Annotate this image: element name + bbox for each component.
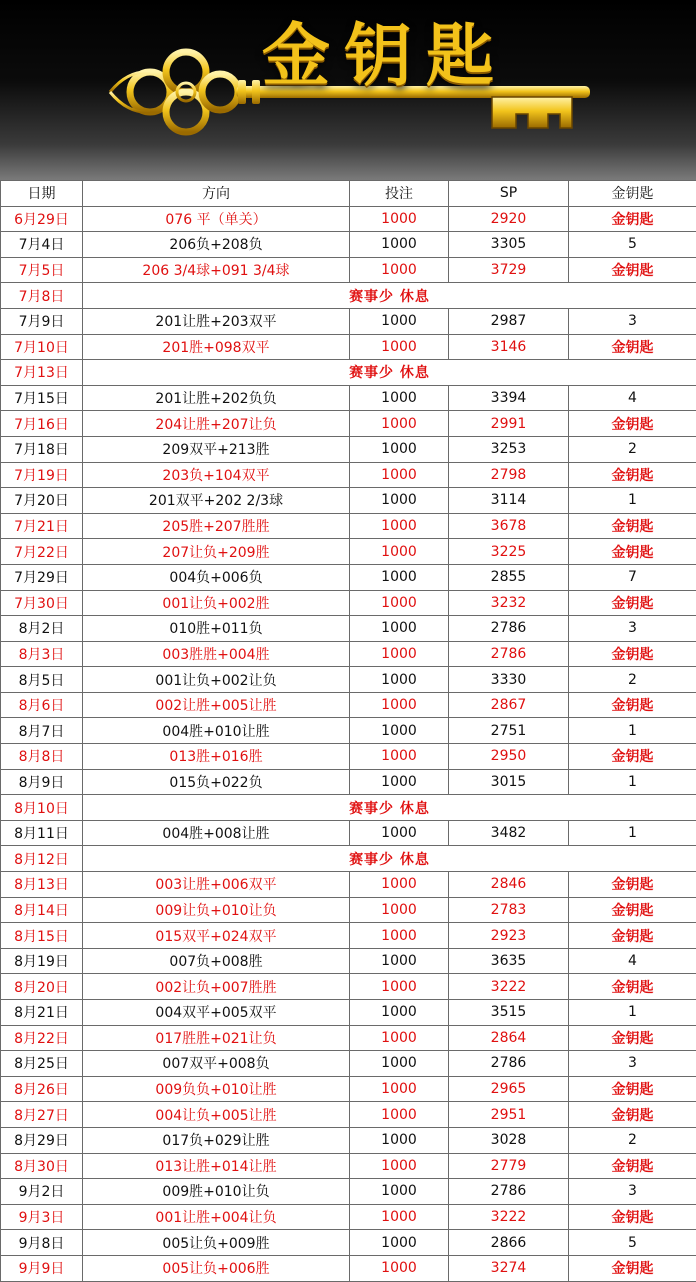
row-stake: 1000 — [350, 257, 449, 283]
row-direction: 005让负+009胜 — [83, 1230, 350, 1256]
rest-day-row — [1, 795, 696, 821]
row-result: 1 — [569, 820, 696, 846]
row-result: 金钥匙 — [569, 1102, 696, 1128]
row-date: 7月19日 — [1, 462, 83, 488]
row-date: 9月3日 — [1, 1204, 83, 1230]
row-result: 2 — [569, 436, 696, 462]
row-direction: 205胜+207胜胜 — [83, 513, 350, 539]
row-direction: 009让负+010让负 — [83, 897, 350, 923]
row-sp: 2798 — [449, 462, 569, 488]
table-row — [1, 744, 696, 770]
table-row — [1, 308, 696, 334]
row-date: 8月11日 — [1, 820, 83, 846]
table-row — [1, 1255, 696, 1281]
row-direction: 017胜胜+021让负 — [83, 1025, 350, 1051]
row-direction: 206负+208负 — [83, 232, 350, 258]
row-direction: 015双平+024双平 — [83, 923, 350, 949]
row-sp: 3222 — [449, 1204, 569, 1230]
row-stake: 1000 — [350, 872, 449, 898]
header-sp: SP — [449, 181, 569, 207]
table-row — [1, 667, 696, 693]
row-sp: 2855 — [449, 564, 569, 590]
row-date: 7月13日 — [1, 360, 83, 386]
table-row — [1, 564, 696, 590]
row-date: 6月29日 — [1, 206, 83, 232]
row-direction: 203负+104双平 — [83, 462, 350, 488]
row-result: 金钥匙 — [569, 1204, 696, 1230]
row-direction: 209双平+213胜 — [83, 436, 350, 462]
row-stake: 1000 — [350, 590, 449, 616]
row-result: 金钥匙 — [569, 206, 696, 232]
row-result: 金钥匙 — [569, 923, 696, 949]
row-stake: 1000 — [350, 1204, 449, 1230]
table-row — [1, 692, 696, 718]
table-row — [1, 769, 696, 795]
row-sp: 3394 — [449, 385, 569, 411]
row-direction: 204让胜+207让负 — [83, 411, 350, 437]
row-direction: 004负+006负 — [83, 564, 350, 590]
row-sp: 2866 — [449, 1230, 569, 1256]
row-sp: 2783 — [449, 897, 569, 923]
row-direction: 007双平+008负 — [83, 1051, 350, 1077]
banner — [0, 0, 696, 180]
row-date: 8月29日 — [1, 1127, 83, 1153]
row-stake: 1000 — [350, 616, 449, 642]
row-sp: 2920 — [449, 206, 569, 232]
table-row — [1, 539, 696, 565]
row-direction: 009胜+010让负 — [83, 1179, 350, 1205]
row-direction: 206 3/4球+091 3/4球 — [83, 257, 350, 283]
row-stake: 1000 — [350, 1230, 449, 1256]
row-result: 3 — [569, 616, 696, 642]
row-date: 8月15日 — [1, 923, 83, 949]
row-date: 8月10日 — [1, 795, 83, 821]
row-stake: 1000 — [350, 232, 449, 258]
row-direction: 002让负+007胜胜 — [83, 974, 350, 1000]
row-sp: 2867 — [449, 692, 569, 718]
table-row — [1, 974, 696, 1000]
row-stake: 1000 — [350, 1025, 449, 1051]
row-direction: 201胜+098双平 — [83, 334, 350, 360]
header-direction: 方向 — [83, 181, 350, 207]
row-sp: 3635 — [449, 948, 569, 974]
row-direction: 201双平+202 2/3球 — [83, 488, 350, 514]
row-result: 3 — [569, 1051, 696, 1077]
row-stake: 1000 — [350, 206, 449, 232]
row-date: 7月18日 — [1, 436, 83, 462]
table-row — [1, 1000, 696, 1026]
row-sp: 3305 — [449, 232, 569, 258]
table-row — [1, 232, 696, 258]
row-date: 8月9日 — [1, 769, 83, 795]
row-sp: 3146 — [449, 334, 569, 360]
row-result: 金钥匙 — [569, 1255, 696, 1281]
row-sp: 2991 — [449, 411, 569, 437]
rest-day-row — [1, 846, 696, 872]
row-sp: 2951 — [449, 1102, 569, 1128]
row-date: 8月2日 — [1, 616, 83, 642]
row-stake: 1000 — [350, 1255, 449, 1281]
row-direction: 003让胜+006双平 — [83, 872, 350, 898]
row-sp: 3253 — [449, 436, 569, 462]
row-result: 1 — [569, 1000, 696, 1026]
table-row — [1, 488, 696, 514]
row-date: 8月20日 — [1, 974, 83, 1000]
row-sp: 2786 — [449, 616, 569, 642]
table-header-row — [1, 181, 696, 207]
table-row — [1, 257, 696, 283]
table-row — [1, 462, 696, 488]
row-result: 7 — [569, 564, 696, 590]
row-date: 8月26日 — [1, 1076, 83, 1102]
row-sp: 2786 — [449, 1051, 569, 1077]
row-stake: 1000 — [350, 385, 449, 411]
row-stake: 1000 — [350, 1076, 449, 1102]
row-result: 金钥匙 — [569, 641, 696, 667]
row-stake: 1000 — [350, 1153, 449, 1179]
row-sp: 2779 — [449, 1153, 569, 1179]
row-sp: 2786 — [449, 1179, 569, 1205]
row-date: 8月21日 — [1, 1000, 83, 1026]
row-result: 3 — [569, 308, 696, 334]
row-result: 金钥匙 — [569, 334, 696, 360]
row-date: 7月22日 — [1, 539, 83, 565]
row-date: 9月2日 — [1, 1179, 83, 1205]
table-row — [1, 206, 696, 232]
rest-note: 赛事少 休息 — [83, 360, 696, 386]
row-sp: 3678 — [449, 513, 569, 539]
row-sp: 2965 — [449, 1076, 569, 1102]
row-date: 8月25日 — [1, 1051, 83, 1077]
row-result: 金钥匙 — [569, 897, 696, 923]
table-row — [1, 513, 696, 539]
row-result: 金钥匙 — [569, 411, 696, 437]
row-sp: 3729 — [449, 257, 569, 283]
row-stake: 1000 — [350, 974, 449, 1000]
row-sp: 3114 — [449, 488, 569, 514]
row-date: 8月27日 — [1, 1102, 83, 1128]
row-date: 7月30日 — [1, 590, 83, 616]
rest-note: 赛事少 休息 — [83, 846, 696, 872]
table-row — [1, 1102, 696, 1128]
row-result: 金钥匙 — [569, 692, 696, 718]
banner-title: 金钥匙 — [262, 18, 508, 94]
row-stake: 1000 — [350, 334, 449, 360]
betting-record-table — [0, 180, 696, 1282]
row-result: 2 — [569, 667, 696, 693]
row-result: 5 — [569, 232, 696, 258]
row-result: 金钥匙 — [569, 462, 696, 488]
row-stake: 1000 — [350, 1127, 449, 1153]
row-date: 8月6日 — [1, 692, 83, 718]
table-row — [1, 1179, 696, 1205]
row-stake: 1000 — [350, 744, 449, 770]
header-date: 日期 — [1, 181, 83, 207]
row-direction: 004让负+005让胜 — [83, 1102, 350, 1128]
row-direction: 004胜+010让胜 — [83, 718, 350, 744]
row-sp: 3482 — [449, 820, 569, 846]
row-stake: 1000 — [350, 667, 449, 693]
row-result: 金钥匙 — [569, 539, 696, 565]
row-direction: 201让胜+202负负 — [83, 385, 350, 411]
row-date: 7月10日 — [1, 334, 83, 360]
rest-day-row — [1, 283, 696, 309]
header-stake: 投注 — [350, 181, 449, 207]
row-date: 8月22日 — [1, 1025, 83, 1051]
row-sp: 3225 — [449, 539, 569, 565]
row-stake: 1000 — [350, 692, 449, 718]
table-row — [1, 385, 696, 411]
row-sp: 2786 — [449, 641, 569, 667]
rest-note: 赛事少 休息 — [83, 283, 696, 309]
row-result: 3 — [569, 1179, 696, 1205]
row-result: 1 — [569, 488, 696, 514]
row-direction: 013让胜+014让胜 — [83, 1153, 350, 1179]
row-date: 8月7日 — [1, 718, 83, 744]
row-stake: 1000 — [350, 539, 449, 565]
row-date: 7月4日 — [1, 232, 83, 258]
row-sp: 2864 — [449, 1025, 569, 1051]
row-date: 7月5日 — [1, 257, 83, 283]
row-result: 金钥匙 — [569, 1153, 696, 1179]
row-direction: 076 平（单关） — [83, 206, 350, 232]
row-date: 8月30日 — [1, 1153, 83, 1179]
row-stake: 1000 — [350, 923, 449, 949]
row-sp: 3222 — [449, 974, 569, 1000]
row-result: 金钥匙 — [569, 744, 696, 770]
row-date: 8月3日 — [1, 641, 83, 667]
row-date: 7月29日 — [1, 564, 83, 590]
table-row — [1, 616, 696, 642]
row-result: 5 — [569, 1230, 696, 1256]
table-row — [1, 872, 696, 898]
row-direction: 017负+029让胜 — [83, 1127, 350, 1153]
table-row — [1, 820, 696, 846]
table-row — [1, 1230, 696, 1256]
row-stake: 1000 — [350, 513, 449, 539]
table-body — [1, 206, 696, 1281]
row-date: 7月21日 — [1, 513, 83, 539]
table-row — [1, 411, 696, 437]
row-sp: 3515 — [449, 1000, 569, 1026]
table-row — [1, 1153, 696, 1179]
row-stake: 1000 — [350, 1102, 449, 1128]
row-direction: 004胜+008让胜 — [83, 820, 350, 846]
table-row — [1, 1076, 696, 1102]
row-result: 金钥匙 — [569, 513, 696, 539]
row-date: 8月14日 — [1, 897, 83, 923]
row-sp: 2987 — [449, 308, 569, 334]
row-direction: 010胜+011负 — [83, 616, 350, 642]
row-result: 2 — [569, 1127, 696, 1153]
row-sp: 3015 — [449, 769, 569, 795]
row-result: 4 — [569, 385, 696, 411]
table-row — [1, 897, 696, 923]
row-stake: 1000 — [350, 1000, 449, 1026]
row-stake: 1000 — [350, 308, 449, 334]
table-row — [1, 334, 696, 360]
table-row — [1, 718, 696, 744]
row-direction: 007负+008胜 — [83, 948, 350, 974]
row-date: 9月9日 — [1, 1255, 83, 1281]
row-stake: 1000 — [350, 488, 449, 514]
row-result: 金钥匙 — [569, 590, 696, 616]
row-direction: 001让负+002胜 — [83, 590, 350, 616]
row-stake: 1000 — [350, 718, 449, 744]
row-result: 金钥匙 — [569, 257, 696, 283]
row-date: 8月12日 — [1, 846, 83, 872]
row-date: 8月8日 — [1, 744, 83, 770]
row-direction: 015负+022负 — [83, 769, 350, 795]
row-stake: 1000 — [350, 641, 449, 667]
row-date: 7月9日 — [1, 308, 83, 334]
row-stake: 1000 — [350, 1051, 449, 1077]
row-direction: 002让胜+005让胜 — [83, 692, 350, 718]
row-sp: 3274 — [449, 1255, 569, 1281]
row-date: 8月5日 — [1, 667, 83, 693]
row-result: 金钥匙 — [569, 974, 696, 1000]
row-stake: 1000 — [350, 411, 449, 437]
row-direction: 201让胜+203双平 — [83, 308, 350, 334]
row-direction: 001让负+002让负 — [83, 667, 350, 693]
table-row — [1, 948, 696, 974]
row-result: 金钥匙 — [569, 1025, 696, 1051]
table-row — [1, 1204, 696, 1230]
row-direction: 004双平+005双平 — [83, 1000, 350, 1026]
row-date: 7月8日 — [1, 283, 83, 309]
table-row — [1, 590, 696, 616]
row-stake: 1000 — [350, 897, 449, 923]
table-row — [1, 1025, 696, 1051]
table-row — [1, 641, 696, 667]
row-sp: 3028 — [449, 1127, 569, 1153]
row-result: 金钥匙 — [569, 1076, 696, 1102]
row-stake: 1000 — [350, 948, 449, 974]
row-sp: 3232 — [449, 590, 569, 616]
row-date: 8月19日 — [1, 948, 83, 974]
table-row — [1, 1051, 696, 1077]
row-date: 7月20日 — [1, 488, 83, 514]
row-direction: 005让负+006胜 — [83, 1255, 350, 1281]
row-stake: 1000 — [350, 1179, 449, 1205]
row-stake: 1000 — [350, 436, 449, 462]
row-direction: 013胜+016胜 — [83, 744, 350, 770]
rest-note: 赛事少 休息 — [83, 795, 696, 821]
row-direction: 009负负+010让胜 — [83, 1076, 350, 1102]
row-date: 9月8日 — [1, 1230, 83, 1256]
row-stake: 1000 — [350, 462, 449, 488]
row-date: 7月16日 — [1, 411, 83, 437]
row-result: 金钥匙 — [569, 872, 696, 898]
row-sp: 2846 — [449, 872, 569, 898]
row-direction: 003胜胜+004胜 — [83, 641, 350, 667]
row-sp: 2950 — [449, 744, 569, 770]
table-row — [1, 436, 696, 462]
row-result: 4 — [569, 948, 696, 974]
row-direction: 001让胜+004让负 — [83, 1204, 350, 1230]
row-sp: 2923 — [449, 923, 569, 949]
row-date: 7月15日 — [1, 385, 83, 411]
row-sp: 2751 — [449, 718, 569, 744]
row-date: 8月13日 — [1, 872, 83, 898]
rest-day-row — [1, 360, 696, 386]
table-row — [1, 1127, 696, 1153]
row-stake: 1000 — [350, 820, 449, 846]
row-sp: 3330 — [449, 667, 569, 693]
row-direction: 207让负+209胜 — [83, 539, 350, 565]
table-row — [1, 923, 696, 949]
row-stake: 1000 — [350, 564, 449, 590]
row-result: 1 — [569, 718, 696, 744]
row-stake: 1000 — [350, 769, 449, 795]
header-result: 金钥匙 — [569, 181, 696, 207]
row-result: 1 — [569, 769, 696, 795]
